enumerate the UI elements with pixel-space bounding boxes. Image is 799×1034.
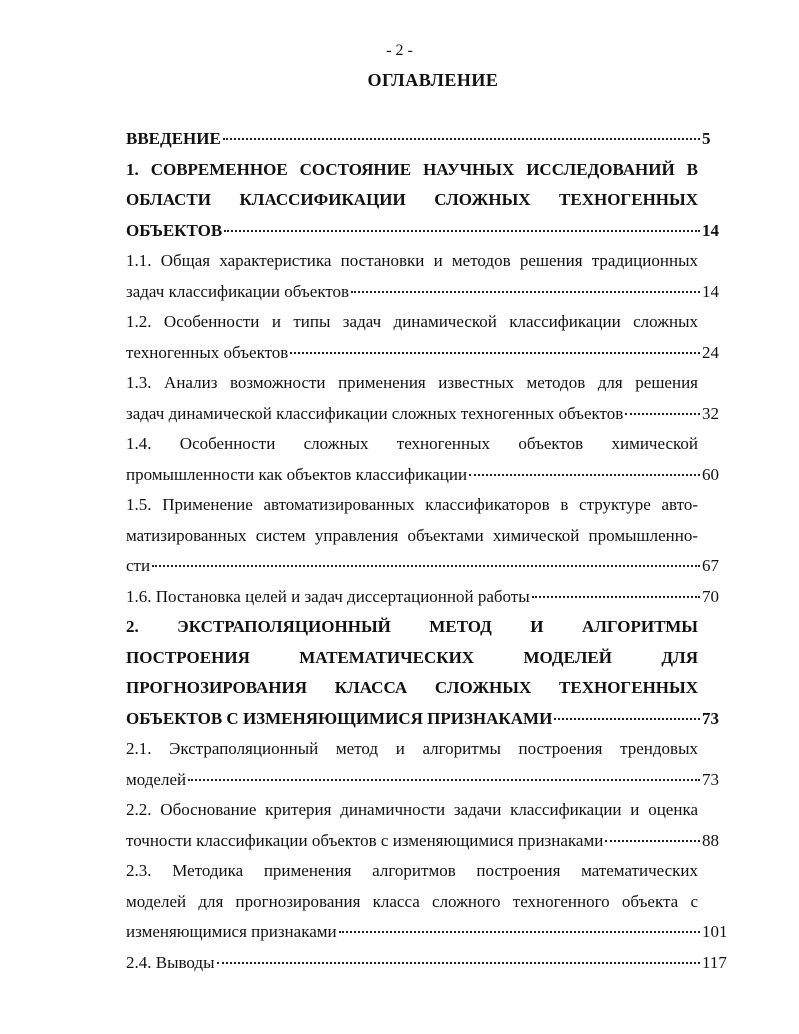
toc-page-number: 88 xyxy=(702,830,719,850)
toc-entry-last-line xyxy=(126,704,736,735)
toc-entry-text: сти xyxy=(126,556,151,575)
toc-entry-line: ОБЛАСТИ КЛАССИФИКАЦИИ СЛОЖНЫХ ТЕХНОГЕННЫХ xyxy=(126,190,698,209)
dot-leader xyxy=(554,717,700,720)
toc-entry-text: изменяющимися признаками xyxy=(126,922,337,941)
toc-entry-last-line xyxy=(126,917,736,948)
toc-entry xyxy=(126,429,736,490)
toc-entry-last-line xyxy=(126,399,736,430)
toc-page-number: 70 xyxy=(702,586,719,606)
toc-entry-line: 1.4. Особенности сложных техногенных объектов химической xyxy=(126,434,698,453)
toc-entry xyxy=(126,734,736,795)
dot-leader xyxy=(224,229,700,232)
toc-page-number: 67 xyxy=(702,556,719,575)
toc-entry-last-line xyxy=(126,826,736,857)
toc-entry-line: 1.5. Применение автоматизированных классификаторов в структуре авто- xyxy=(126,495,698,514)
toc-entry-line: 1. СОВРЕМЕННОЕ СОСТОЯНИЕ НАУЧНЫХ ИССЛЕДОВАНИЙ В xyxy=(126,159,698,179)
toc-entry-text: задач классификации объектов xyxy=(126,281,350,301)
toc-entry-line: 1.1. Общая характеристика постановки и методов решения традиционных xyxy=(126,251,698,270)
toc-entry-last-line xyxy=(126,551,736,582)
toc-entry-line: 2.2. Обоснование критерия динамичности задачи классификации и оценка xyxy=(126,800,698,819)
dot-leader xyxy=(290,351,700,354)
dot-leader xyxy=(351,290,700,293)
toc-entry-line: матизированных систем управления объектами химической промышленно- xyxy=(126,525,698,545)
toc-entry xyxy=(126,856,736,948)
toc-entry-text: задач динамической классификации сложных техногенных объектов xyxy=(126,403,624,423)
toc-entry-text: промышленности как объектов классификации xyxy=(126,464,468,484)
toc-entry xyxy=(126,124,736,155)
toc-page-number: 24 xyxy=(702,342,719,362)
dot-leader xyxy=(152,564,700,567)
toc-entry-last-line xyxy=(126,948,736,979)
dot-leader xyxy=(625,412,700,415)
dot-leader xyxy=(469,473,700,476)
toc-entry xyxy=(126,490,736,582)
toc-page-number: 5 xyxy=(702,129,711,148)
toc-entry-text: ОБЪЕКТОВ xyxy=(126,220,223,240)
toc-entry-line: 1.2. Особенности и типы задач динамической классификации сложных xyxy=(126,312,698,331)
toc-entry xyxy=(126,582,736,613)
toc-entry-line: ПРОГНОЗИРОВАНИЯ КЛАССА СЛОЖНЫХ ТЕХНОГЕННЫХ xyxy=(126,678,698,697)
toc-entry-line: 2. ЭКСТРАПОЛЯЦИОННЫЙ МЕТОД И АЛГОРИТМЫ xyxy=(126,617,698,636)
toc-entry xyxy=(126,948,736,979)
page-number: - 2 - xyxy=(386,42,413,59)
toc-entry-text: техногенных объектов xyxy=(126,342,289,362)
dot-leader xyxy=(532,595,700,598)
toc-page-number: 14 xyxy=(702,220,719,240)
dot-leader xyxy=(339,930,700,933)
toc-entry xyxy=(126,612,736,734)
toc-entry-line: моделей для прогнозирования класса сложного техногенного объекта с xyxy=(126,891,698,911)
dot-leader xyxy=(605,839,700,842)
toc-entry-last-line xyxy=(126,124,736,155)
toc-page-number: 117 xyxy=(702,952,727,972)
toc-entry-text: ОБЪЕКТОВ С ИЗМЕНЯЮЩИМИСЯ ПРИЗНАКАМИ xyxy=(126,708,553,728)
toc-page-number: 73 xyxy=(702,708,719,728)
toc-entry-text: ВВЕДЕНИЕ xyxy=(126,129,221,148)
toc-entry-text: 2.4. Выводы xyxy=(126,952,215,972)
toc-entry-last-line xyxy=(126,216,736,247)
toc-entry-line: ПОСТРОЕНИЯ МАТЕМАТИЧЕСКИХ МОДЕЛЕЙ ДЛЯ xyxy=(126,647,698,667)
toc-entry-text: моделей xyxy=(126,769,187,789)
toc-entry-line: 2.1. Экстраполяционный метод и алгоритмы построения трендовых xyxy=(126,739,698,758)
toc-page-number: 60 xyxy=(702,464,719,484)
toc-entry xyxy=(126,368,736,429)
table-of-contents xyxy=(126,124,736,978)
toc-page-number: 73 xyxy=(702,769,719,789)
toc-entry-last-line xyxy=(126,765,736,796)
toc-entry-last-line xyxy=(126,460,736,491)
toc-title: ОГЛАВЛЕНИЕ xyxy=(367,70,499,90)
toc-page-number: 101 xyxy=(702,922,728,941)
toc-entry xyxy=(126,307,736,368)
toc-entry xyxy=(126,246,736,307)
toc-entry-text: 1.6. Постановка целей и задач диссертационной работы xyxy=(126,586,530,606)
toc-page-number: 14 xyxy=(702,281,719,301)
dot-leader xyxy=(188,778,700,781)
toc-entry-line: 1.3. Анализ возможности применения известных методов для решения xyxy=(126,373,698,392)
toc-entry xyxy=(126,795,736,856)
toc-entry-last-line xyxy=(126,338,736,369)
dot-leader xyxy=(217,961,700,964)
toc-entry-last-line xyxy=(126,277,736,308)
toc-page-number: 32 xyxy=(702,403,719,423)
toc-entry xyxy=(126,155,736,247)
toc-entry-text: точности классификации объектов с изменяющимися признаками xyxy=(126,830,604,850)
toc-entry-line: 2.3. Методика применения алгоритмов построения математических xyxy=(126,861,698,880)
toc-entry-last-line xyxy=(126,582,736,613)
dot-leader xyxy=(223,137,700,140)
